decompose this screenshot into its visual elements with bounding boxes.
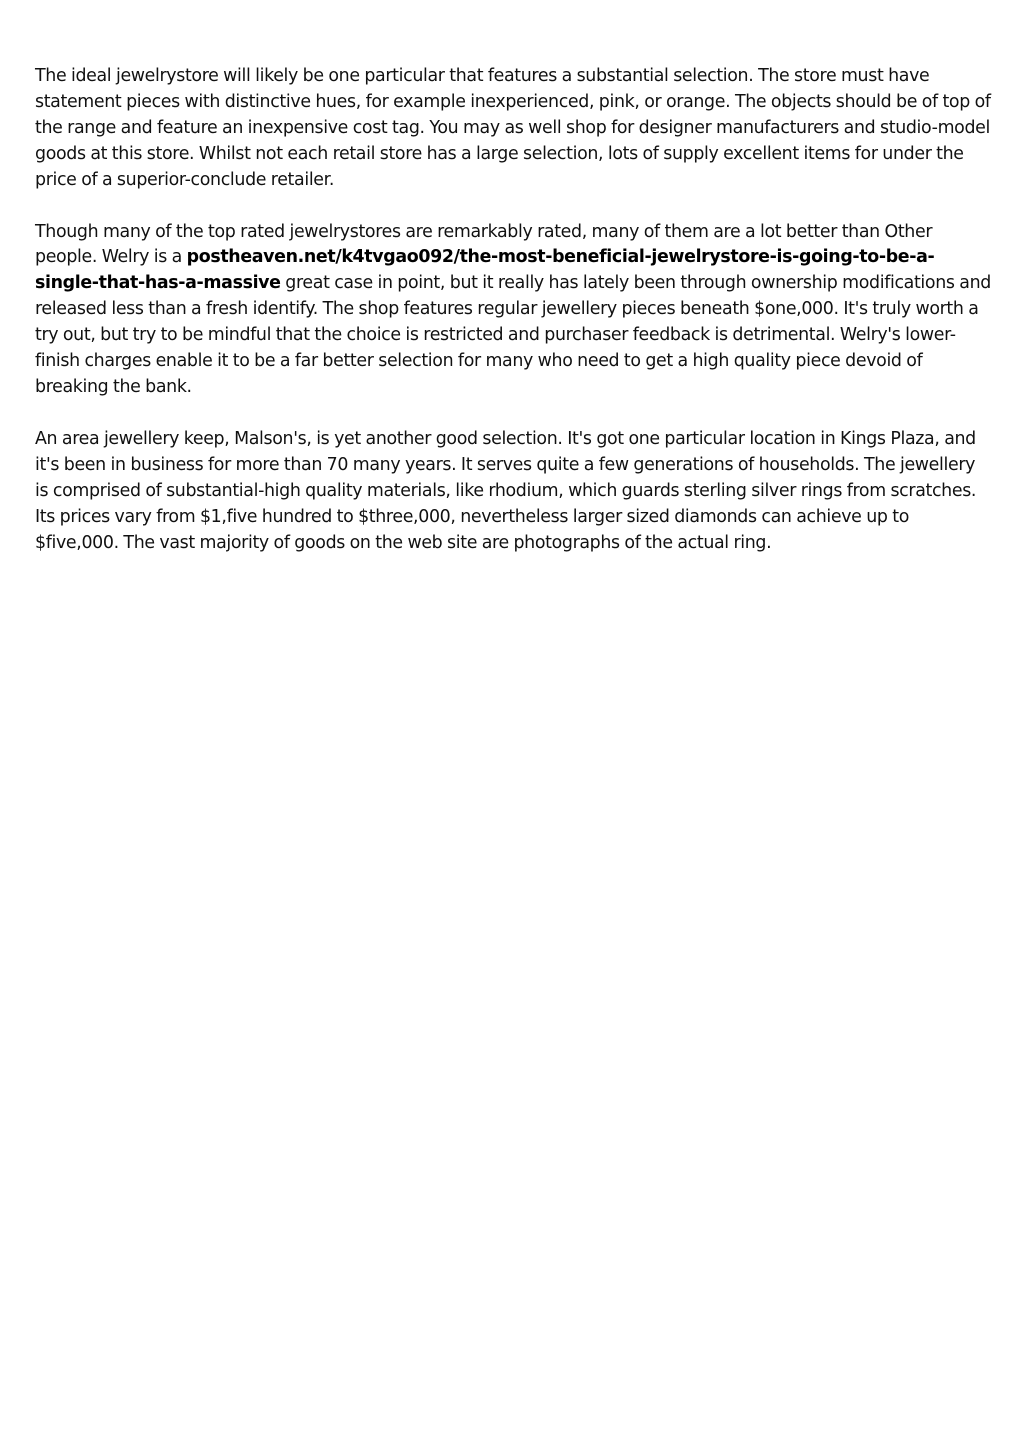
paragraph-2-text-after-link: great case in point, but it really has lately been through ownership modifications and released less than a fresh identify. The shop features regular jewellery pieces beneath $one,000. It's truly worth a try out, but try to be mindful that the choice is restricted and purchaser feedback is detrimental. Welry's lower-finish charges enable it to be a far better selection for many who need to get a high quality piece devoid of breaking the bank. — [35, 273, 991, 397]
paragraph-1: The ideal jewelrystore will likely be one particular that features a substantial selection. The store must have statement pieces with distinctive hues, for example inexperienced, pink, or orange. The objects should be of top of the range and feature an inexpensive cost tag. You may as well shop for designer manufacturers and studio-model goods at this store. Whilst not each retail store has a large selection, lots of supply excellent items for under the price of a superior-conclude retailer. — [35, 66, 991, 190]
paragraph-2 — [35, 220, 992, 401]
paragraph-3: An area jewellery keep, Malson's, is yet another good selection. It's got one particular location in Kings Plaza, and it's been in business for more than 70 many years. It serves quite a few generations of households. The jewellery is comprised of substantial-high quality materials, like rhodium, which guards sterling silver rings from scratches. Its prices vary from $1,five hundred to $three,000, nevertheless larger sized diamonds can achieve up to $five,000. The vast majority of goods on the web site are photographs of the actual ring. — [35, 428, 977, 553]
article-link[interactable]: postheaven.net/k4tvgao092/the-most-beneficial-jewelrystore-is-going-to-be-a-single-that-has-a-massive — [35, 247, 935, 294]
paragraph-2-text-before-link: Though many of the top rated jewelrystores are remarkably rated, many of them are a lot better than Other people. Welry is a — [35, 221, 933, 268]
